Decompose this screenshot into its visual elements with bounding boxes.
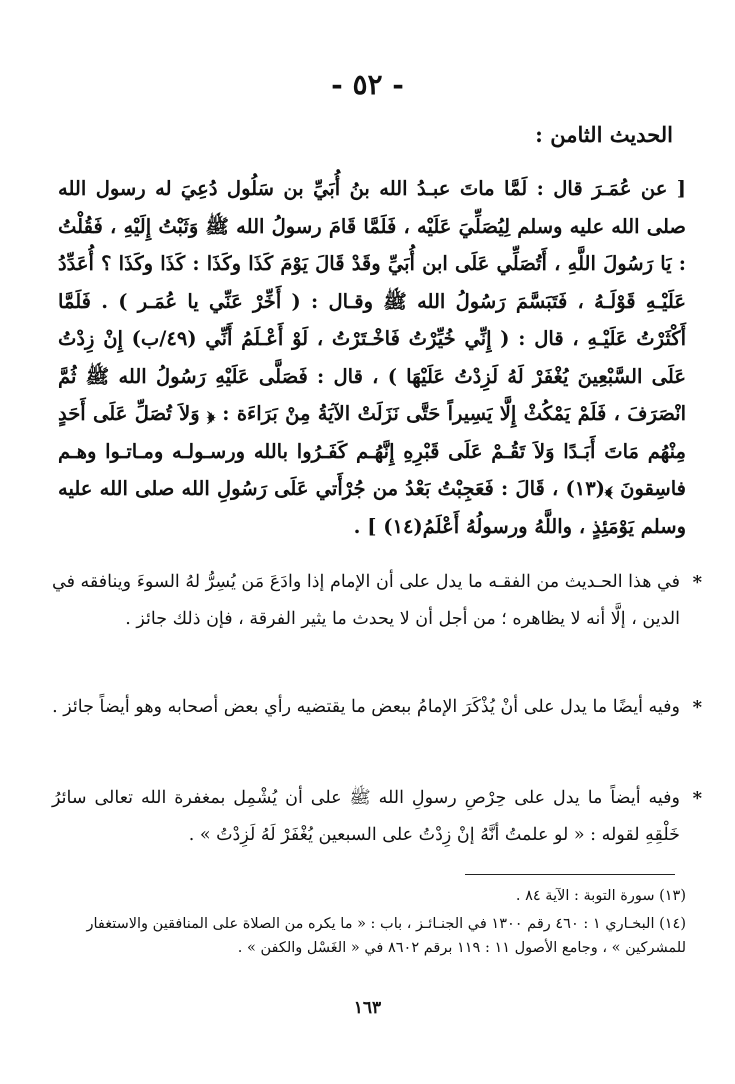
page-header-number: - ٥٢ - <box>331 68 404 101</box>
commentary-bullet-2 <box>52 689 702 726</box>
asterisk-icon: * <box>692 572 702 593</box>
footnote-divider <box>465 874 675 875</box>
section-heading: الحديث الثامن : <box>535 122 673 147</box>
asterisk-icon: * <box>692 788 702 809</box>
footnote-13: (١٣) سورة التوبة : الآية ٨٤ . <box>515 888 686 904</box>
commentary-text: وفيه أيضاً ما يدل على حِرْصِ رسولِ الله ﷺ على أن يُشْمِل بمغفرة الله تعالى سائرُ خَلْقِهِ لقوله : « لو علمتُ أنَّهُ إنْ زِدْتُ على السبعين يُغْفَرْ لَهُ لَزِدْتُ » . <box>52 788 680 845</box>
hadith-text: [ عن عُمَـرَ قال : لَمَّا ماتَ عبـدُ الله بنُ أُبَيِّ بن سَلُول دُعِيَ له رسول الله صلى الله عليه وسلم لِيُصَلِّيَ عَلَيْه ، فَلَمَّا قَامَ رسولُ الله ﷺ وَثَبْتُ إِلَيْهِ ، فَقُلْتُ : يَا رَسُولَ اللَّهِ ، أَتُصَلِّي عَلَى ابن أُبَيِّ وقَدْ قَالَ يَوْمَ كَذَا وكَذَا : كَذَا وكَذَا ؟ أُعَدِّدُ عَلَيْـهِ قَوْلَـهُ ، فَتَبَسَّمَ رَسُولُ الله ﷺ وقـال : ( أَخِّرْ عَنِّي يا عُمَـر ) . فَلَمَّا أَكْثَرْتُ عَلَيْـهِ ، قال : ( إِنِّي خُيِّرْتُ فَاخْـتَرْتُ ، لَوْ أَعْـلَمُ أَنِّي (٤٩/ب) إِنْ زِدْتُ عَلَى السَّبْعِينَ يُغْفَرْ لَهُ لَزِدْتُ عَلَيْهَا ) ، قال : فَصَلَّى عَلَيْهِ رَسُولُ الله ﷺ ثُمَّ انْصَرَفَ ، فَلَمْ يَمْكُثْ إِلَّا يَسِيراً حَتَّى نَزَلَتْ الآيَةُ مِنْ بَرَاءَة : ﴿ وَلاَ تُصَلِّ عَلَى أَحَدٍ مِنْهُم مَاتَ أَبَـدًا وَلاَ تَقُـمْ عَلَى قَبْرِهِ إِنَّهُـم كَفَـرُوا بالله ورسـولـه ومـاتـوا وهـم فاسِقونَ ﴾(١٣) ، قَالَ : فَعَجِبْتُ بَعْدُ من جُرْأَتي عَلَى رَسُولِ الله صلى الله عليه وسلم يَوْمَئِذٍ ، واللَّهُ ورسولُهُ أَعْلَمُ(١٤) ] . <box>58 177 686 538</box>
commentary-bullet-1 <box>52 564 702 638</box>
page-footer-number: ١٦٣ <box>353 998 382 1018</box>
commentary-bullet-3 <box>52 780 702 854</box>
asterisk-icon: * <box>692 697 702 718</box>
footnote-14: (١٤) البخـاري ١ : ٤٦٠ رقم ١٣٠٠ في الجنـائـز ، باب : « ما يكره من الصلاة على المنافقين والاستغفار للمشركين » ، وجامع الأصول ١١ : ١١٩ برقم ٨٦٠٢ في « الغَسْل والكفن » . <box>86 916 686 956</box>
commentary-text: في هذا الحـديث من الفقـه ما يدل على أن الإمام إذا وادَعَ مَن يُسِرُّ لهُ السوءَ وينافقه في الدين ، إلَّا أنه لا يظاهره ؛ من أجل أن لا يحدث ما يثير الفرقة ، فإن ذلك جائز . <box>52 572 680 629</box>
commentary-text: وفيه أيضًا ما يدل على أنْ يُذْكَرَ الإمامُ ببعض ما يقتضيه رأي بعض أصحابه وهو أيضاً جائز . <box>52 697 680 717</box>
